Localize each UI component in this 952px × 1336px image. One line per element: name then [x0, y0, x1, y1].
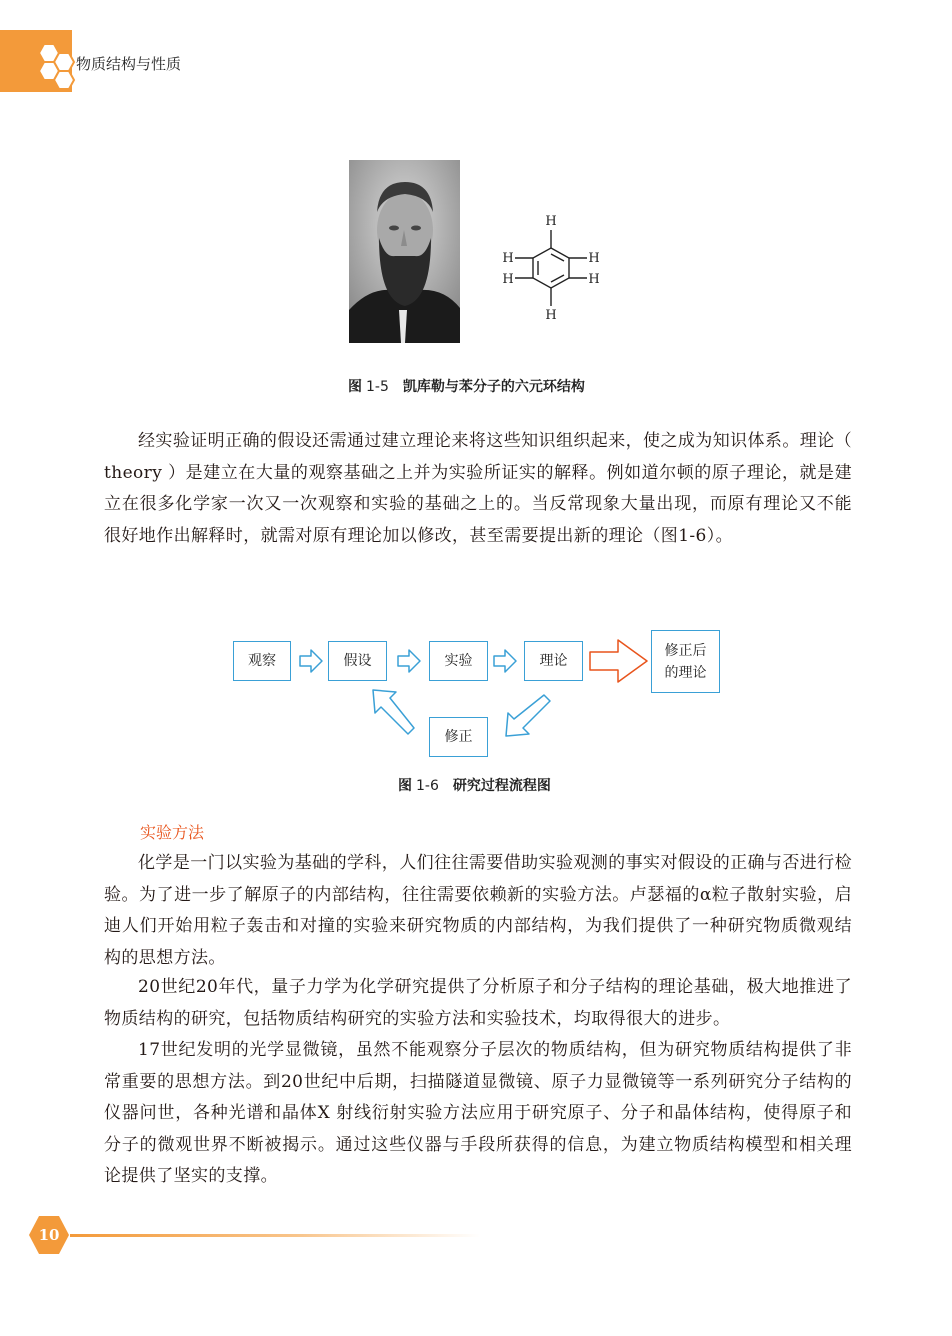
flow-box-theory: 理论 [524, 641, 583, 681]
flow-box-hypothesis: 假设 [328, 641, 387, 681]
flow-box-revise: 修正 [429, 717, 488, 757]
atom-h-left-1: H [502, 251, 514, 266]
section-title: 实验方法 [140, 823, 205, 842]
caption-number: 1-6 [416, 778, 439, 794]
caption-text: 研究过程流程图 [452, 778, 551, 794]
figure-1-5-caption [348, 376, 585, 396]
arrow-right-red-icon [590, 640, 647, 682]
atom-h-right-2: H [588, 272, 600, 287]
arrow-right-icon [398, 650, 420, 672]
paragraph-quantum: 20世纪20年代，量子力学为化学研究提供了分析原子和分子结构的理论基础，极大地推进了物质结构的研究，包括物质结构研究的实验方法和实验技术，均取得很大的进步。 [104, 977, 852, 1029]
revised-line-1: 修正后 [664, 642, 707, 659]
atom-h-top: H [545, 214, 557, 229]
figure-1-6-caption [398, 775, 551, 795]
benzene-structure [493, 208, 613, 328]
footer-line [70, 1234, 480, 1237]
flow-box-revised-theory [651, 630, 720, 693]
arrow-diagonal-up-icon [373, 690, 414, 734]
hexagon-logo-icon [30, 40, 82, 92]
flow-box-experiment: 实验 [429, 641, 488, 681]
arrow-diagonal-down-icon [506, 695, 550, 736]
caption-number: 1-5 [366, 379, 389, 395]
caption-prefix: 图 [348, 379, 362, 395]
revised-line-2: 的理论 [664, 664, 707, 681]
atom-h-left-2: H [502, 272, 514, 287]
paragraph-experiment: 化学是一门以实验为基础的学科，人们往往需要借助实验观测的事实对假设的正确与否进行检验。为了进一步了解原子的内部结构，往往需要依赖新的实验方法。卢瑟福的α粒子散射实验，启迪人们开始用粒子轰击和对撞的实验来研究物质的内部结构，为我们提供了一种研究物质微观结构的思想方法。 [104, 853, 852, 968]
header-title: 物质结构与性质 [76, 55, 182, 73]
page-number: 10 [38, 1226, 60, 1244]
caption-prefix: 图 [398, 778, 412, 794]
arrow-right-icon [300, 650, 322, 672]
flow-box-observe: 观察 [233, 641, 291, 681]
atom-h-bottom: H [545, 308, 557, 323]
kekule-portrait [349, 160, 460, 343]
paragraph-theory: 经实验证明正确的假设还需通过建立理论来将这些知识组织起来，使之成为知识体系。理论（ theory ）是建立在大量的观察基础之上并为实验所证实的解释。例如道尔顿的原子理论，就是建立在很多化学家一次又一次观察和实验的基础之上的。当反常现象大量出现，而原有理论又不能很好地作出解释时，就需对原有理论加以修改，甚至需要提出新的理论（图1-6）。 [104, 431, 852, 546]
atom-h-right-1: H [588, 251, 600, 266]
caption-text: 凯库勒与苯分子的六元环结构 [402, 379, 585, 395]
arrow-right-icon [494, 650, 516, 672]
paragraph-microscope: 17世纪发明的光学显微镜，虽然不能观察分子层次的物质结构，但为研究物质结构提供了非常重要的思想方法。到20世纪中后期，扫描隧道显微镜、原子力显微镜等一系列研究分子结构的仪器问世，各种光谱和晶体X 射线衍射实验方法应用于研究原子、分子和晶体结构，使得原子和分子的微观世界不断被揭示。通过这些仪器与手段所获得的信息，为建立物质结构模型和相关理论提供了坚实的支撑。 [104, 1040, 852, 1186]
